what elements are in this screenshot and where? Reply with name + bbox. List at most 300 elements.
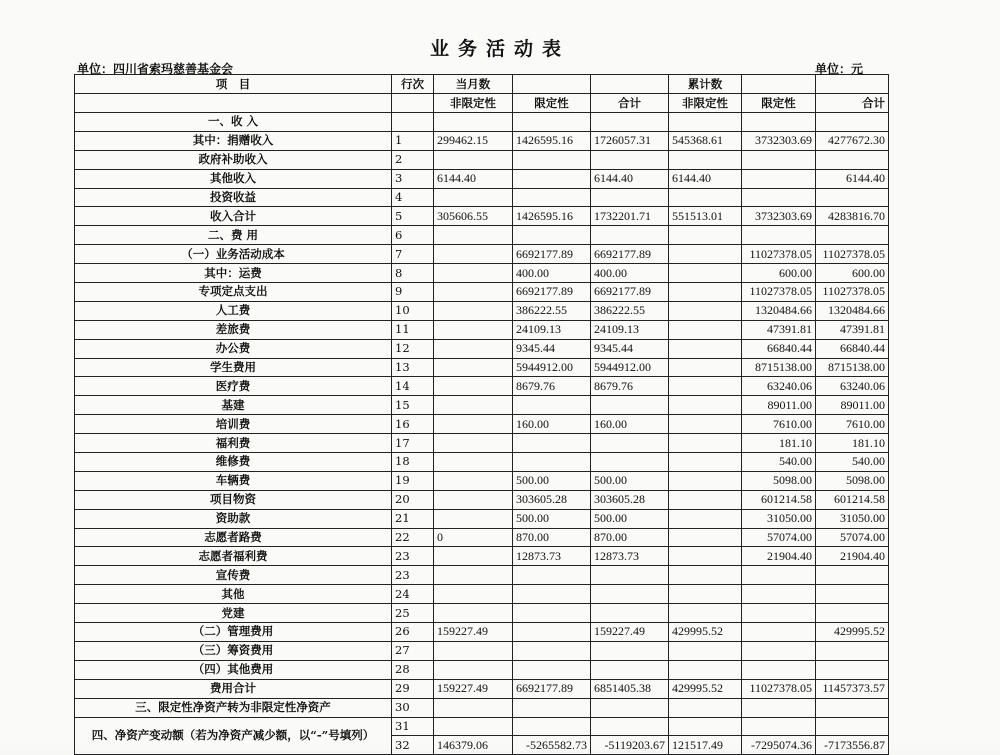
table-row [75, 453, 889, 472]
row-line-number: 13 [392, 358, 434, 377]
cell-cumulative-total [816, 226, 889, 245]
cell-month-unrestricted [434, 150, 513, 169]
cell-cumulative-total: 11457373.57 [816, 679, 889, 698]
row-item: 其中：运费 [75, 264, 392, 283]
row-item: 其中：捐赠收入 [75, 131, 392, 150]
cell-cumulative-total [816, 566, 889, 585]
cell-cumulative-total [816, 585, 889, 604]
cell-cumulative-restricted [742, 641, 816, 660]
cell-cumulative-total: 600.00 [816, 264, 889, 283]
row-line-number: 29 [392, 679, 434, 698]
row-item: （二）管理费用 [75, 623, 392, 642]
row-item: （三）筹资费用 [75, 641, 392, 660]
cell-cumulative-unrestricted [669, 188, 742, 207]
row-item: 党建 [75, 604, 392, 623]
row-line-number: 8 [392, 264, 434, 283]
table-row [75, 377, 889, 396]
cell-month-total: 5944912.00 [591, 358, 669, 377]
cell-cumulative-unrestricted [669, 283, 742, 302]
cell-month-total: 303605.28 [591, 490, 669, 509]
cell-month-restricted: 24109.13 [513, 320, 591, 339]
table-row [75, 509, 889, 528]
table-row [75, 679, 889, 698]
row-item: 志愿者路费 [75, 528, 392, 547]
row-item: 三、限定性净资产转为非限定性净资产 [75, 698, 392, 717]
row-item: 办公费 [75, 339, 392, 358]
cell-cumulative-restricted: 600.00 [742, 264, 816, 283]
table-row [75, 660, 889, 679]
table-row [75, 245, 889, 264]
table-row [75, 169, 889, 188]
cell-cumulative-unrestricted [669, 377, 742, 396]
cell-month-total: 6692177.89 [591, 283, 669, 302]
header-unrestricted-month: 非限定性 [434, 94, 513, 113]
cell-cumulative-total: 429995.52 [816, 623, 889, 642]
cell-cumulative-unrestricted: 429995.52 [669, 623, 742, 642]
cell-cumulative-total: 4283816.70 [816, 207, 889, 226]
row-line-number: 26 [392, 623, 434, 642]
header-restricted-month: 限定性 [513, 94, 591, 113]
cell-month-restricted: 6692177.89 [513, 283, 591, 302]
row-line-number: 15 [392, 396, 434, 415]
cell-month-total: 386222.55 [591, 301, 669, 320]
cell-month-restricted [513, 566, 591, 585]
row-line-number: 11 [392, 320, 434, 339]
cell-month-total: 159227.49 [591, 623, 669, 642]
cell-cumulative-unrestricted [669, 490, 742, 509]
cell-cumulative-restricted: 181.10 [742, 434, 816, 453]
cell-month-unrestricted [434, 320, 513, 339]
cell-month-restricted: 500.00 [513, 471, 591, 490]
table-row [75, 641, 889, 660]
cell-empty [742, 717, 816, 736]
cell-cumulative-total [816, 660, 889, 679]
cell-month-unrestricted [434, 358, 513, 377]
row-item: 投资收益 [75, 188, 392, 207]
cell-cumulative-total: 6144.40 [816, 169, 889, 188]
cell-month-unrestricted [434, 641, 513, 660]
cell-month-restricted: 6692177.89 [513, 245, 591, 264]
cell-cumulative-total: 66840.44 [816, 339, 889, 358]
row-line-number: 30 [392, 698, 434, 717]
cell-month-unrestricted: 305606.55 [434, 207, 513, 226]
activity-table [74, 74, 889, 755]
cell-cumulative-restricted [742, 113, 816, 132]
cell-month-unrestricted [434, 698, 513, 717]
header-empty [392, 94, 434, 113]
cell-cumulative-restricted [742, 698, 816, 717]
header-empty [513, 75, 591, 94]
row-item: 福利费 [75, 434, 392, 453]
row-item: 政府补助收入 [75, 150, 392, 169]
header-empty [591, 75, 669, 94]
row-line-number: 21 [392, 509, 434, 528]
table-row [75, 623, 889, 642]
cell-month-restricted [513, 434, 591, 453]
cell-cumulative-total: 89011.00 [816, 396, 889, 415]
table-row [75, 113, 889, 132]
cell-cumulative-restricted: 5098.00 [742, 471, 816, 490]
cell-cumulative-unrestricted [669, 641, 742, 660]
cell-month-restricted: 5944912.00 [513, 358, 591, 377]
table-row [75, 358, 889, 377]
cell-empty [591, 717, 669, 736]
cell-cumulative-unrestricted [669, 434, 742, 453]
cell-month-total [591, 188, 669, 207]
cell-cumulative-unrestricted [669, 604, 742, 623]
table-row [75, 339, 889, 358]
cell-cumulative-restricted: 1320484.66 [742, 301, 816, 320]
cell-month-unrestricted [434, 377, 513, 396]
cell-cumulative-restricted: 11027378.05 [742, 283, 816, 302]
cell-month-total [591, 434, 669, 453]
cell-month-unrestricted [434, 566, 513, 585]
table-row [75, 320, 889, 339]
cell-cumulative-restricted: -7295074.36 [742, 736, 816, 755]
row-line-number: 17 [392, 434, 434, 453]
cell-month-unrestricted [434, 490, 513, 509]
header-item: 项 目 [75, 75, 392, 94]
cell-month-restricted: 6692177.89 [513, 679, 591, 698]
cell-month-unrestricted [434, 453, 513, 472]
cell-cumulative-total: 47391.81 [816, 320, 889, 339]
cell-cumulative-unrestricted [669, 150, 742, 169]
cell-month-restricted [513, 641, 591, 660]
cell-month-total [591, 585, 669, 604]
cell-month-restricted [513, 604, 591, 623]
cell-month-restricted [513, 698, 591, 717]
table-row [75, 283, 889, 302]
cell-cumulative-unrestricted [669, 396, 742, 415]
cell-cumulative-restricted: 3732303.69 [742, 207, 816, 226]
cell-month-unrestricted [434, 471, 513, 490]
cell-month-total [591, 604, 669, 623]
cell-cumulative-restricted [742, 566, 816, 585]
row-line-number: 9 [392, 283, 434, 302]
cell-month-restricted: 160.00 [513, 415, 591, 434]
row-line-number [392, 113, 434, 132]
net-change-item: 四、净资产变动额（若为净资产减少额，以“-”号填列） [75, 717, 392, 755]
row-line-number: 3 [392, 169, 434, 188]
table-row [75, 131, 889, 150]
cell-month-restricted [513, 396, 591, 415]
table-row [75, 226, 889, 245]
cell-cumulative-restricted: 11027378.05 [742, 679, 816, 698]
cell-month-restricted [513, 623, 591, 642]
row-line-number: 6 [392, 226, 434, 245]
cell-cumulative-unrestricted [669, 660, 742, 679]
table-row [75, 585, 889, 604]
cell-cumulative-total: 11027378.05 [816, 283, 889, 302]
cell-cumulative-restricted: 21904.40 [742, 547, 816, 566]
cell-cumulative-restricted [742, 188, 816, 207]
row-item: 专项定点支出 [75, 283, 392, 302]
row-line-number: 4 [392, 188, 434, 207]
cell-cumulative-restricted: 8715138.00 [742, 358, 816, 377]
cell-month-unrestricted: 6144.40 [434, 169, 513, 188]
cell-cumulative-total [816, 150, 889, 169]
cell-month-unrestricted [434, 660, 513, 679]
table-row [75, 264, 889, 283]
row-item: 维修费 [75, 453, 392, 472]
cell-cumulative-unrestricted [669, 471, 742, 490]
cell-cumulative-total: 57074.00 [816, 528, 889, 547]
cell-empty [669, 717, 742, 736]
cell-cumulative-total: 7610.00 [816, 415, 889, 434]
table-row [75, 396, 889, 415]
row-line-number: 19 [392, 471, 434, 490]
cell-cumulative-restricted [742, 623, 816, 642]
cell-cumulative-restricted: 3732303.69 [742, 131, 816, 150]
cell-cumulative-unrestricted [669, 245, 742, 264]
cell-month-total [591, 641, 669, 660]
cell-month-restricted: 8679.76 [513, 377, 591, 396]
cell-cumulative-unrestricted [669, 301, 742, 320]
row-item: 人工费 [75, 301, 392, 320]
cell-month-total: 6144.40 [591, 169, 669, 188]
cell-month-total [591, 453, 669, 472]
header-line: 行次 [392, 75, 434, 94]
cell-month-unrestricted [434, 283, 513, 302]
cell-month-unrestricted [434, 396, 513, 415]
row-item: 一、收 入 [75, 113, 392, 132]
row-item: 基建 [75, 396, 392, 415]
cell-cumulative-unrestricted [669, 264, 742, 283]
table-row [75, 415, 889, 434]
cell-month-unrestricted [434, 188, 513, 207]
cell-month-total: 6851405.38 [591, 679, 669, 698]
row-item: 项目物资 [75, 490, 392, 509]
cell-cumulative-total [816, 188, 889, 207]
table-row [75, 188, 889, 207]
row-line-number: 31 [392, 717, 434, 736]
cell-cumulative-restricted [742, 604, 816, 623]
cell-month-total: 500.00 [591, 509, 669, 528]
cell-month-total: 9345.44 [591, 339, 669, 358]
row-item: 宣传费 [75, 566, 392, 585]
cell-month-total [591, 698, 669, 717]
cell-month-total [591, 226, 669, 245]
table-row [75, 150, 889, 169]
header-current-month: 当月数 [434, 75, 513, 94]
cell-month-unrestricted [434, 547, 513, 566]
cell-cumulative-unrestricted [669, 528, 742, 547]
header-row-1 [75, 75, 889, 94]
cell-month-unrestricted [434, 585, 513, 604]
cell-cumulative-restricted: 47391.81 [742, 320, 816, 339]
cell-cumulative-unrestricted: 121517.49 [669, 736, 742, 755]
table-row [75, 528, 889, 547]
cell-month-total: 6692177.89 [591, 245, 669, 264]
row-line-number: 32 [392, 736, 434, 755]
cell-month-restricted [513, 188, 591, 207]
cell-empty [816, 717, 889, 736]
row-line-number: 12 [392, 339, 434, 358]
row-line-number: 20 [392, 490, 434, 509]
table-row [75, 301, 889, 320]
cell-cumulative-unrestricted: 551513.01 [669, 207, 742, 226]
cell-cumulative-unrestricted [669, 585, 742, 604]
cell-cumulative-restricted: 89011.00 [742, 396, 816, 415]
cell-month-total: 12873.73 [591, 547, 669, 566]
cell-cumulative-unrestricted [669, 113, 742, 132]
cell-month-total: 8679.76 [591, 377, 669, 396]
cell-month-total [591, 660, 669, 679]
cell-month-total: 400.00 [591, 264, 669, 283]
cell-cumulative-unrestricted [669, 566, 742, 585]
row-item: 二、费 用 [75, 226, 392, 245]
cell-cumulative-total: 31050.00 [816, 509, 889, 528]
row-line-number: 10 [392, 301, 434, 320]
cell-cumulative-restricted: 7610.00 [742, 415, 816, 434]
header-empty [75, 94, 392, 113]
row-item: 其他 [75, 585, 392, 604]
row-line-number: 28 [392, 660, 434, 679]
row-line-number: 1 [392, 131, 434, 150]
cell-cumulative-total: 181.10 [816, 434, 889, 453]
table-row [75, 434, 889, 453]
cell-month-total: 24109.13 [591, 320, 669, 339]
row-line-number: 7 [392, 245, 434, 264]
cell-month-unrestricted [434, 604, 513, 623]
cell-month-unrestricted [434, 415, 513, 434]
cell-month-restricted: -5265582.73 [513, 736, 591, 755]
cell-cumulative-unrestricted [669, 320, 742, 339]
cell-cumulative-restricted [742, 226, 816, 245]
row-line-number: 14 [392, 377, 434, 396]
cell-cumulative-total: -7173556.87 [816, 736, 889, 755]
cell-month-restricted: 9345.44 [513, 339, 591, 358]
table-row [75, 566, 889, 585]
row-item: （一）业务活动成本 [75, 245, 392, 264]
cell-empty [434, 717, 513, 736]
row-line-number: 23 [392, 547, 434, 566]
row-item: 培训费 [75, 415, 392, 434]
header-row-2 [75, 94, 889, 113]
cell-cumulative-total: 5098.00 [816, 471, 889, 490]
net-change-row-1 [75, 717, 889, 736]
row-item: 学生费用 [75, 358, 392, 377]
cell-cumulative-unrestricted: 545368.61 [669, 131, 742, 150]
cell-month-unrestricted [434, 434, 513, 453]
cell-month-unrestricted: 146379.06 [434, 736, 513, 755]
cell-month-total: 1726057.31 [591, 131, 669, 150]
cell-cumulative-total: 601214.58 [816, 490, 889, 509]
document-title: 业务活动表 [429, 38, 570, 60]
cell-month-total [591, 150, 669, 169]
row-item: 收入合计 [75, 207, 392, 226]
cell-month-total [591, 566, 669, 585]
cell-month-total: 870.00 [591, 528, 669, 547]
cell-cumulative-unrestricted [669, 547, 742, 566]
row-item: 志愿者福利费 [75, 547, 392, 566]
cell-month-total [591, 396, 669, 415]
cell-cumulative-restricted: 66840.44 [742, 339, 816, 358]
cell-cumulative-total: 540.00 [816, 453, 889, 472]
cell-month-unrestricted [434, 245, 513, 264]
cell-cumulative-unrestricted [669, 698, 742, 717]
cell-cumulative-total: 8715138.00 [816, 358, 889, 377]
cell-cumulative-restricted [742, 169, 816, 188]
cell-cumulative-total: 1320484.66 [816, 301, 889, 320]
row-line-number: 22 [392, 528, 434, 547]
cell-month-unrestricted [434, 301, 513, 320]
row-item: 车辆费 [75, 471, 392, 490]
cell-cumulative-total: 63240.06 [816, 377, 889, 396]
row-line-number: 18 [392, 453, 434, 472]
table-row [75, 471, 889, 490]
cell-month-unrestricted: 0 [434, 528, 513, 547]
row-line-number: 16 [392, 415, 434, 434]
cell-cumulative-restricted: 57074.00 [742, 528, 816, 547]
cell-cumulative-unrestricted [669, 453, 742, 472]
cell-month-unrestricted [434, 509, 513, 528]
cell-cumulative-restricted: 63240.06 [742, 377, 816, 396]
row-item: 医疗费 [75, 377, 392, 396]
cell-month-unrestricted [434, 339, 513, 358]
header-cumulative: 累计数 [669, 75, 742, 94]
cell-month-restricted: 870.00 [513, 528, 591, 547]
table-row [75, 547, 889, 566]
cell-month-restricted: 12873.73 [513, 547, 591, 566]
cell-month-total: -5119203.67 [591, 736, 669, 755]
cell-month-restricted [513, 453, 591, 472]
cell-cumulative-restricted [742, 150, 816, 169]
cell-month-unrestricted [434, 264, 513, 283]
table-row [75, 698, 889, 717]
row-line-number: 5 [392, 207, 434, 226]
cell-month-unrestricted: 299462.15 [434, 131, 513, 150]
row-line-number: 24 [392, 585, 434, 604]
cell-cumulative-total: 11027378.05 [816, 245, 889, 264]
cell-cumulative-restricted: 11027378.05 [742, 245, 816, 264]
cell-month-unrestricted [434, 113, 513, 132]
cell-cumulative-restricted: 601214.58 [742, 490, 816, 509]
header-restricted-cumulative: 限定性 [742, 94, 816, 113]
cell-month-restricted: 400.00 [513, 264, 591, 283]
table-row [75, 604, 889, 623]
currency-unit: 单位：元 [815, 62, 864, 76]
table-row [75, 207, 889, 226]
header-empty [742, 75, 816, 94]
header-empty [816, 75, 889, 94]
organization-unit: 单位：四川省索玛慈善基金会 [77, 62, 234, 76]
cell-month-restricted: 1426595.16 [513, 207, 591, 226]
row-item: 差旅费 [75, 320, 392, 339]
cell-cumulative-unrestricted [669, 358, 742, 377]
header-total-month: 合计 [591, 94, 669, 113]
cell-month-restricted [513, 660, 591, 679]
cell-cumulative-unrestricted: 429995.52 [669, 679, 742, 698]
row-item: 费用合计 [75, 679, 392, 698]
cell-month-total: 1732201.71 [591, 207, 669, 226]
cell-cumulative-total: 21904.40 [816, 547, 889, 566]
row-item: 其他收入 [75, 169, 392, 188]
cell-month-restricted [513, 113, 591, 132]
cell-month-unrestricted: 159227.49 [434, 623, 513, 642]
cell-cumulative-unrestricted: 6144.40 [669, 169, 742, 188]
cell-cumulative-total [816, 604, 889, 623]
cell-month-restricted: 303605.28 [513, 490, 591, 509]
row-line-number: 23 [392, 566, 434, 585]
cell-month-restricted [513, 226, 591, 245]
cell-cumulative-total [816, 641, 889, 660]
cell-month-restricted: 1426595.16 [513, 131, 591, 150]
cell-cumulative-total: 4277672.30 [816, 131, 889, 150]
row-item: （四）其他费用 [75, 660, 392, 679]
header-unrestricted-cumulative: 非限定性 [669, 94, 742, 113]
header-total-cumulative: 合计 [816, 94, 889, 113]
